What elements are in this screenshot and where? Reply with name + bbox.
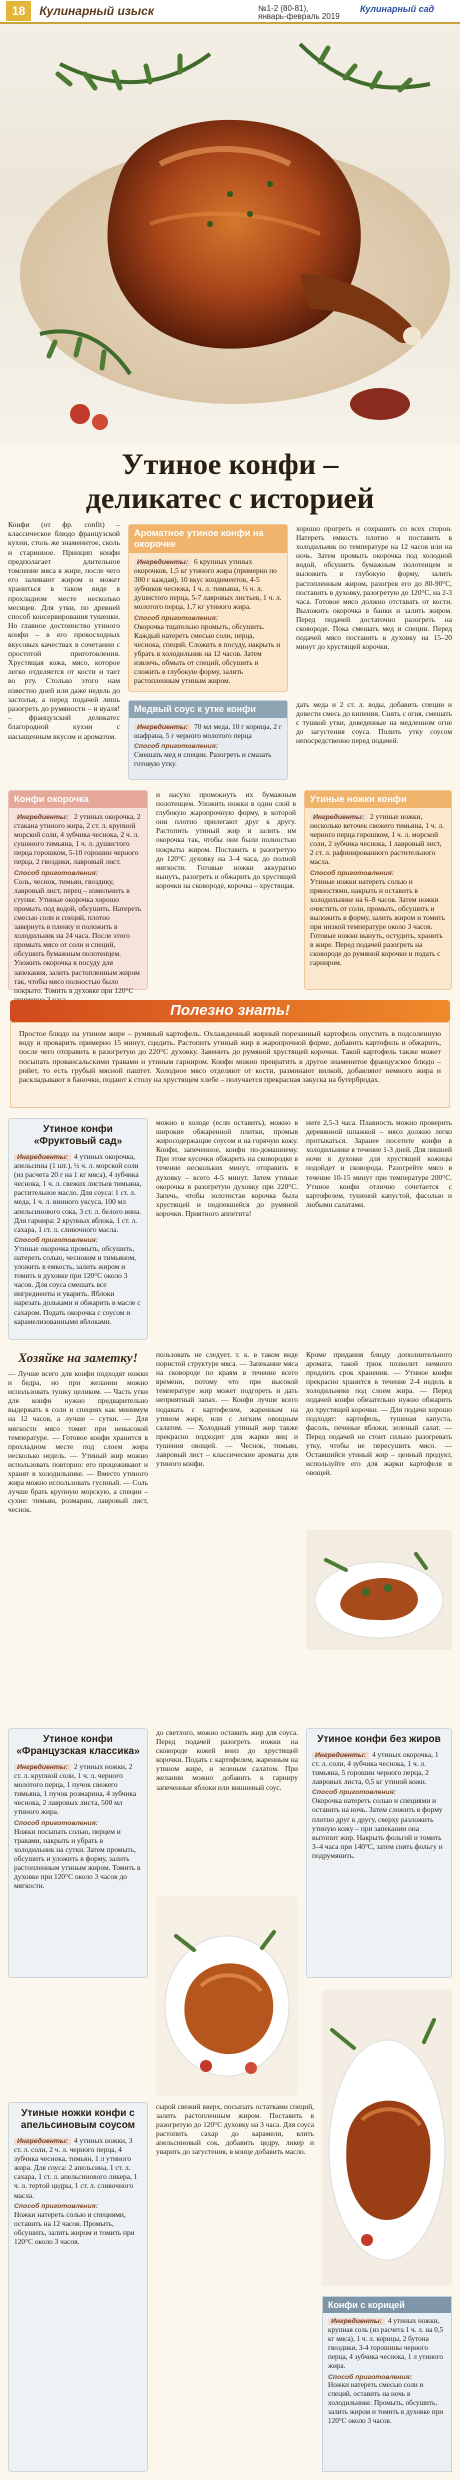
recipe-legs-title: Конфи окорочка: [9, 791, 147, 808]
recipe-duck-legs-method: Утиные ножки натереть солью и пряностями, накрыть и оставить в холодильнике на 6–8 часов. Затем ножки очистить от соли, промыть, обсушить и выложить в форму, залить жиром и томить при низкой температуре около 3 часов. Готовые ножки вынуть, остудить, хранить в жире. Перед подачей разогреть на сковороде до румяной корочки и подать с гарниром.: [310, 876, 445, 968]
recipe-classic-ingredients: 2 утиных ножки, 2 ст. л. крупной соли, 1 ч. л. черного молотого перца, 1 пучок свежего тимьяна, 1 пучок розмарина, 4 зубчика чеснока, 2 лавровых листа, 500 мл утиного жира.: [14, 1762, 137, 1817]
recipe-cinnamon-method: Ножки натереть смесью соли и специй, оставить на ночь в холодильнике. Промыть, обсушить, залить жиром и томить в духовке при 120°C около 3 часов.: [328, 2381, 444, 2425]
recipe-no-fat: [306, 1728, 452, 1978]
duck-confit-illustration: [0, 24, 460, 444]
fruit-garden-col-2: можно в холоде (если оставить), можно в широкие обжаренной плитки, промыв жиросодержащие соусом и на горячую кожу. Конфи, запеченное, конфи по-домашнему. При этом кусочки обжарить на сковородке в течение нескольких минут, отправить в духовку – всего 4-5 минут. Затем утиные окорочка в разогретую духовку при 220°C. Запечь, чтобы золотистая корочка была хрустящей и подпекшейся до румяной корочки. Приятного аппетита!: [156, 1118, 298, 1218]
ingredients-tag: Ингредиенты:: [312, 1752, 369, 1759]
method-tag: Способ приготовления:: [312, 1789, 396, 1797]
issue-date: январь-февраль 2019: [258, 12, 340, 21]
method-tag: Способ приготовления:: [14, 869, 98, 877]
ingredients-tag: Ингредиенты:: [14, 1154, 71, 1161]
recipe-orange-method: Ножки натереть солью и специями, оставить на 12 часов. Промыть, обсушить, залить жиром и томить при 120°C около 3 часов.: [14, 2209, 135, 2246]
recipe-no-fat-title: Утиное конфи без жиров: [317, 1734, 441, 1745]
hero-photo: [0, 24, 460, 444]
method-tag: Способ приготовления:: [328, 2374, 412, 2381]
recipe-orange-title: Утиные ножки конфи с апельсиновым соусом: [20, 2108, 136, 2131]
duck-with-cinnamon-photo: [322, 1990, 452, 2286]
method-tag: Способ приготовления:: [14, 1236, 98, 1244]
recipe-duck-legs-title: Утиные ножки конфи: [305, 791, 451, 808]
issue-info: [258, 5, 340, 21]
recipe-fruit-garden-title: Утиное конфи «Фруктовый сад»: [33, 1124, 123, 1147]
legs-continued: и насухо промокнуть их бумажным полотенцем. Уложить ножки в один слой в глубокую жаропрочную форму, в которой они плотно прилегают друг к другу. Растопить утиный жир и залить им окорочка так, чтобы они были полностью покрыты жиром. Поставить в разогретую до 120°C духовку на 3–4 часа, до полной мягкости. Готовые ножки аккуратно вынуть, разогреть и обжарить до хрустящей корочки на сковороде, корочка – хрустящая.: [156, 790, 296, 890]
recipe-aromatic-ingredients: 6 крупных утиных окорочков, 1,5 кг утиного жира (примерно по 300 г каждая), 10 вкус кондиментов, 4-5 зубчиков чеснока, 1 ч. л. тимьяна, ½ ч. л. душистого перца, 5-7 лавровых листьев, 1 ч. л. молотого перца, 1,7 кг утиного жира.: [134, 557, 282, 612]
method-tag: Способ приготовления:: [310, 869, 394, 877]
article-title: [0, 448, 460, 516]
recipe-orange-ingredients: 4 утиных ножки, 3 ст. л. соли, 2 ч. л. черного перца, 4 зубчика чеснока, тимьян, 1 л утиного жира. Для соуса: 2 апельсина, 1 ст. л. сахара, 1 ст. л. апельсинового ликера, 1 ч. л. тертой цедры, 1 ст. л. сливочного масла.: [14, 2136, 138, 2200]
recipe-legs: [8, 790, 148, 995]
method-tag: Способ приготовления:: [14, 2202, 98, 2210]
ingredients-tag: Ингредиенты:: [134, 559, 191, 566]
hostess-notes-col-1: [8, 1350, 148, 1716]
recipe-orange: [8, 2102, 148, 2472]
issue-number: №1-2 (80-81),: [258, 4, 309, 13]
method-tag: Способ приготовления:: [134, 743, 218, 751]
recipe-duck-legs-ingredients: 2 утиные ножки, несколько веточек свежего тимьяна, 1 ч. л. черного перца горошком, 1 ч. л. морской соли, 2 зубчика чеснока, 1 лавровый лист, 2 ст. л. рафинированного растительного масла.: [310, 812, 444, 867]
title-line-1: Утиное конфи –: [121, 448, 339, 481]
orange-col-2: сырой свежий вверх, посыпать остатками специй, залить растопленным жиром. Поставить в разогретую до 120°C духовку на 3 часа. Для соуса растопить сахар до карамели, влить апельсиновый сок, добавить цедру, ликер и уварить до загустения, в конце добавить масло.: [156, 2102, 314, 2157]
aromatic-continued: хорошо прогреть и сохранить со всех сторон. Натереть емкость плотно и поставить в холодильник по температуре на 12 часов или на ночь. Затем промыть окорочка под холодной водой, обсушить бумажным полотенцем и выложить в глубокую форму, залить растопленным жиром, разогрев его до 80-90°C, поставить в духовку, разогретую до 120°C, на 2-3 часа. Готовое мясо должно отставать от кости. Выложить окорочка в банки и залить жиром. Перед подачей достаточно разогреть на сковороде. Пока смешать мед и специи. Перед подачей мясо поставить в духовку на 15–20 минут до хрустящей корочки.: [296, 524, 452, 652]
recipe-classic-method: Ножки посыпать солью, перцем и травами, накрыть и убрать в холодильник на сутки. Затем промыть, обсушить и уложить в форму, залить растопленным утиным жиром. Томить в духовке при 120°C около 3 часов до мягкости.: [14, 1826, 141, 1891]
page-number: 18: [6, 1, 31, 21]
useful-to-know-banner: Полезно знать!: [10, 1000, 450, 1022]
ingredients-tag: Ингредиенты:: [134, 724, 191, 731]
honey-continued: дать меда и 2 ст. л. воды, добавить специи и довести смесь до кипения. Снять с огня, смешать с тушкой утки, доведенные на медленном огне до загустения соуса. Полить утку соусом непосредственно перед подачей.: [296, 700, 452, 746]
brand-logo: Кулинарный сад: [360, 4, 435, 14]
method-tag: Способ приготовления:: [14, 1819, 98, 1827]
recipe-fruit-garden-method: Утиные окорочка промыть, обсушить, натереть солью, чесноком и тимьяном, уложить в емкость, залить жиром и томить в духовке при 120°C около 3 часов. Для соуса смешать все ингредиенты и уварить. Яблоки нарезать дольками и обжарить в масле с сахаром. Подать окорочка с соусом и карамелизованными яблоками.: [14, 1243, 141, 1326]
hostess-notes-title: Хозяйке на заметку!: [18, 1350, 138, 1365]
recipe-cinnamon-title: Конфи с корицей: [323, 2297, 451, 2313]
plated-duck-photo: [306, 1530, 452, 1650]
rubric-label: Кулинарный изыск: [39, 4, 154, 18]
recipe-honey-sauce: [128, 700, 288, 780]
roast-duck-photo: [156, 1896, 298, 2096]
recipe-duck-legs: [304, 790, 452, 990]
page-header: [0, 0, 460, 24]
method-tag: Способ приготовления:: [134, 614, 218, 622]
recipe-classic-title: Утиное конфи «Французская классика»: [16, 1734, 140, 1757]
recipe-aromatic: [128, 524, 288, 692]
recipe-legs-method: Соль, чеснок, тимьян, гвоздику, лавровый лист, перец – измельчить в ступке. Утиные окорочка хорошо промыть под водой, обсушить. Натереть смесью соли и специй, плотно завернуть в пленку и положить в холодильник на 24 часа. После этого промыть мясо от соли и специй, обсушить бумажным полотенцем. Уложить окорочка в посуду для запекания, залить растопленным жиром так, чтобы мясо полностью было покрыто. Томить в духовке при 120°C: [14, 876, 142, 995]
ingredients-tag: Ингредиенты:: [14, 1764, 71, 1771]
ingredients-tag: Ингредиенты:: [14, 814, 71, 821]
classic-col-2: до светлого, можно оставить жир для соуса. Перед подачей разогреть ножки на сковороде кожей вниз до хрустящей корочки. Подать с картофелем, жаренным на утином жире, и зеленым салатом. При желании можно добавить к гарниру запеченные яблоки или вишневый соус.: [156, 1728, 298, 1792]
recipe-honey-title: Медвый соус к утке конфи: [129, 701, 287, 718]
recipe-legs-ingredients: 2 утиных окорочка, 2 стакана утиного жира, 2 ст. л. крупной морской соли, 4 зубчика чеснока, 2 ч. л. сушеного тимьяна, 1 ч. л. душистого перца горошком, 5-10 горошин черного перца, 2 гвоздики, лавровый лист.: [14, 812, 141, 867]
ingredients-tag: Ингредиенты:: [14, 2138, 71, 2145]
recipe-honey-method: Смешать мед и специи. Разогреть и смазать готовую утку.: [134, 750, 272, 769]
recipe-cinnamon-ingredients: 4 утиных ножки, крупная соль (из расчета 1 ч. л. на 0,5 кг мяса), 1 ч. л. корицы, 2 бутона гвоздики, 3-4 горошины черного перца, 4 зубчика чеснока, 1 л утиного жира.: [328, 2317, 444, 2370]
hostess-notes-text-1: — Лучше всего для конфи подходят ножки и бедра, но при желании можно использовать тушку целиком. — Часть утки для конфи нужно предварительно выдержать в соли и специях как минимум на 12 часов, а лучше – сутки. — Для мягкости мясо томят при невысокой температуре. — Готовое конфи хранится в прохладном месте под слоем жира несколько недель. — Утиный жир можно использовать повторно: его процеживают и хранят в холодильнике. — Вместо утиного жира можно использовать гусиный. — Соль лучше брать крупную морскую, а специи – сухие: тимьян, розмарин, лавровый лист, чеснок.: [8, 1369, 148, 1515]
recipe-honey-ingredients: 70 мл меда, 10 г корицы, 2 г шафрана, 5 г черного молотого перца: [134, 722, 282, 741]
hostess-notes-col-3: Кроме придания блюду дополнительного аромата, такой трюк позволит немного продлить срок хранения. — Утиное конфи прекрасно хранится в течение 2-4 недель в холодильнике под слоем жира. — Перед подачей конфи обязательно нужно обжарить до хрустящей корочки. — Для подачи хорошо подходят: картофель, тушеная капуста, фасоль, печеные яблоки, зеленый салат. — Перед подачей не стоит сильно разогревать утку, чтобы не пересушить мясо. — Оставшийся утиный жир – ценный продукт, используйте его для жарки картофеля и овощей.: [306, 1350, 452, 1478]
recipe-aromatic-title: Ароматное утиное конфи на окорочке: [129, 525, 287, 553]
ingredients-tag: Ингредиенты:: [328, 2318, 385, 2325]
recipe-no-fat-method: Окорочка натереть солью и специями и оставить на ночь. Затем сложить в форму плотно друг к другу, сверху разложить утиную кожу – при запекании она вытопит жир. Накрыть фольгой и томить 3–4 часа при 140°C, затем снять фольгу и подрумянить.: [312, 1796, 443, 1860]
article-lead: Конфи (от фр. confit) – классическое блюдо французской кухни, столь же знаменитое, сколь и старинное. Принцип конфи предполагает длительное томление мяса в жире, после чего его заливают жиром и может храниться в таком виде в прохладном месте несколько месяцев. Для утки, по древней способ консервирования тушенки. Но главное достоинство утиного конфи – в его превосходных вкусовых качествах в сочетании с простотой приготовления. Хрустящая кожа, мясо, которое легко отделяется от кости и тает во рту. Столько этого нам известно дней или даже недель до застолья, а перед подачей лишь разогреть до румяности – и вуаля! – французский деликатес благородной кухни с насыщенным вкусом и ароматом.: [8, 520, 120, 741]
useful-to-know-text: Простое блюдо на утином жире – румяный картофель. Охлажденный жирный порезанный картофель опустить в подсоленную воду и проварить примерно 15 минут, сцедить. Растопить утиный жир в жаропрочной форме, добавить картофель и обжарить, после чего отправить в разогретую до 220°C духовку. Завенить до румяной хрустящей корочки. Такой картофель также может посыпать провансальскими травами и утиным гарниром. Конфи можно превратить в другое знаменитое французское блюдо – рийет, то есть грубый мясной паштет. Холодное мясо отделяют от кости, разминают вилкой, добавляют немного жира и раскладывают в баночки, подают к столу на хрустящем хлебе – получается прекрасная закуска на бутербродах.: [10, 1022, 450, 1108]
recipe-fruit-garden-ingredients: 4 утиных окорочка, апельсины (1 шт.), ½ ч. л. морской соли (из расчета 20 г на 1 кг мяса), 4 зубчика чеснока, 1 ч. л. свежих листьев тимьяна, растительное масло. Для соуса: 1 ст. л. меда, 1 ч. л. винного уксуса, 100 мл апельсинового сока, 3 ст. л. белого вина. Для гарнира: 2 крупных яблока, 1 ст. л. сахара, 1 ст. л. сливочного масла.: [14, 1152, 142, 1234]
title-line-2: деликатес с историей: [85, 482, 375, 515]
recipe-classic: [8, 1728, 148, 1978]
fruit-garden-col-3: ните 2,5-3 часа. Плавность можно проверить деревянной шпажкой – мясо должно легко протыкаться. Заранее посетите конфи в холодильнике в течение 1-3 дней. Для лишней ночи в духовке для хрустящей кожицы подойдет и сковорода. Разогрейте мясо в течение 10-15 минут при температуре 200°C. Утиное конфи отлично сочетается с картофелем, тушеной капустой, фасолью и любыми салатами.: [306, 1118, 452, 1209]
ingredients-tag: Ингредиенты:: [310, 814, 367, 821]
recipe-fruit-garden: [8, 1118, 148, 1340]
recipe-cinnamon: [322, 2296, 452, 2472]
recipe-aromatic-method: Окорочка тщательно промыть, обсушить. Каждый натереть смесью соли, перца, чеснока, специй. Сложить в посуду, накрыть и убрать в холодильник на 12 часов. Затем извлечь, обмыть от специй, обсушить и сложить в глубокую форму, залить растопленным утиным жиром.: [134, 621, 281, 686]
hostess-notes-col-2: пользовать не следует, т. к. в таком виде пористой структуре мяса. — Запекание мяса на сковороде по краям в течение всего времени, потому что при высокой температуре жир может подгореть и дать неприятный запах. — Конфи лучше всего подавать с картофелем, жаренным на утином жире, или с легким овощным салатом. — Холодный утиный жир также прекрасно подходит для жарки яиц и тушения овощей. — Чеснок, тимьян, лавровый лист – классические ароматы для утиного конфи.: [156, 1350, 298, 1469]
recipe-no-fat-ingredients: 4 утиных окорочка, 1 ст. л. соли, 4 зубчика чеснока, 1 ч. л. тимьяна, 5 горошин черного перца, 2 лавровых листа, 0,5 кг утиной кожи.: [312, 1750, 439, 1787]
